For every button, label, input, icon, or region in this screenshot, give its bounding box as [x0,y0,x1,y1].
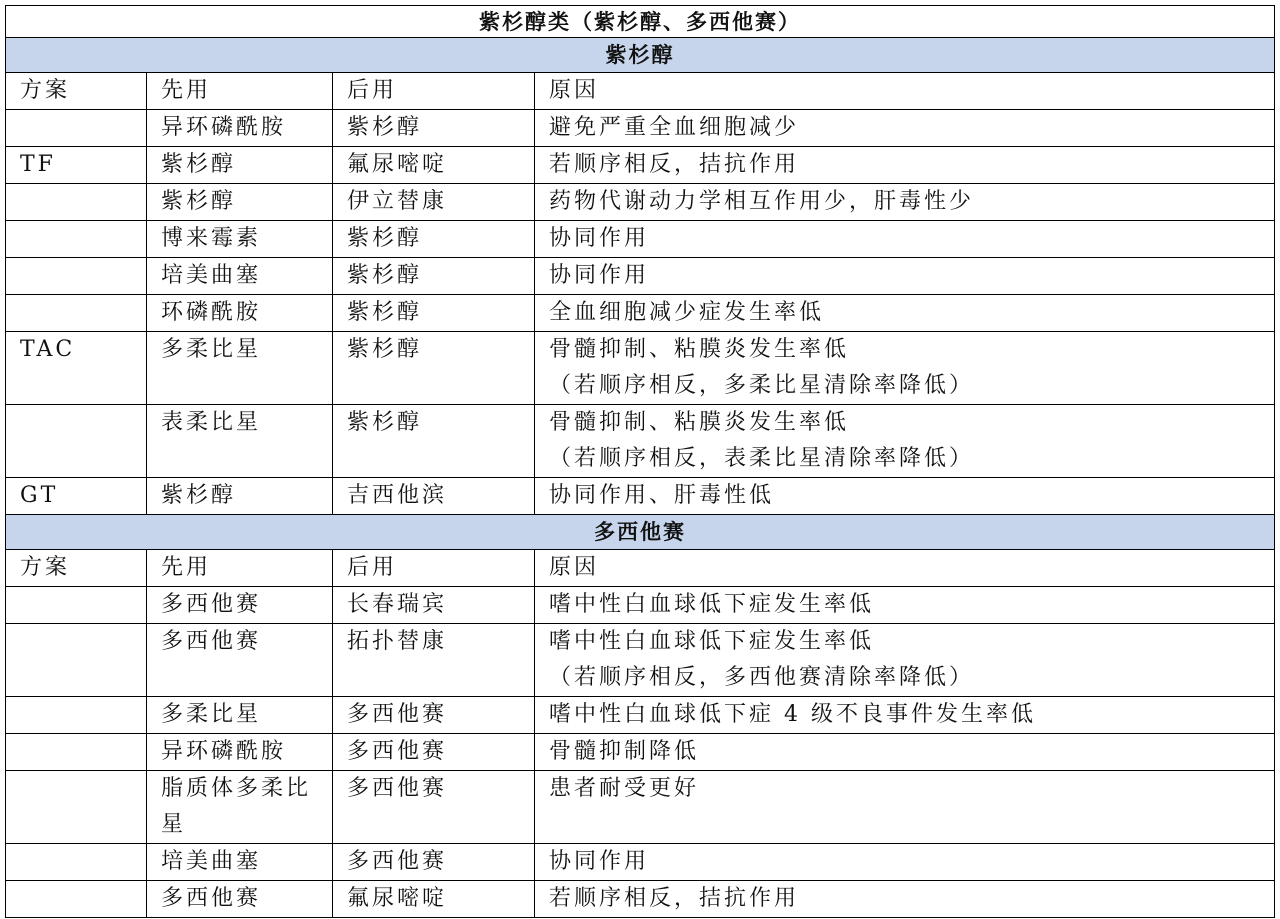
second-drug-cell: 紫杉醇 [333,295,535,332]
first-drug-cell: 多柔比星 [147,332,333,405]
second-drug-cell: 伊立替康 [333,184,535,221]
drug-sequence-table [5,5,1275,918]
reason-cell [535,147,1275,184]
section-heading: 紫杉醇 [6,38,1275,73]
reason-line: 协同作用、肝毒性低 [549,483,775,508]
first-drug-cell: 培美曲塞 [147,258,333,295]
reason-line: 避免严重全血细胞减少 [549,115,800,140]
reason-line: 患者耐受更好 [549,776,700,801]
scheme-cell: TAC [6,332,147,405]
column-header-row [6,550,1275,587]
scheme-cell: GT [6,478,147,515]
table-row [6,258,1275,295]
table-row [6,147,1275,184]
first-drug-cell: 环磷酰胺 [147,295,333,332]
table-row [6,221,1275,258]
column-header: 后用 [333,550,535,587]
scheme-cell [6,697,147,734]
first-drug-cell: 异环磷酰胺 [147,110,333,147]
second-drug-cell: 吉西他滨 [333,478,535,515]
reason-line: （若顺序相反，多柔比星清除率降低） [549,373,975,398]
scheme-cell [6,734,147,771]
reason-line: （若顺序相反，多西他赛清除率降低） [549,665,975,690]
column-header: 后用 [333,73,535,110]
scheme-cell [6,881,147,918]
table-row [6,881,1275,918]
scheme-cell [6,110,147,147]
section-heading-row [6,38,1275,73]
second-drug-cell: 拓扑替康 [333,624,535,697]
document-page [5,5,1274,918]
first-drug-cell: 紫杉醇 [147,478,333,515]
scheme-cell [6,221,147,258]
reason-line: 全血细胞减少症发生率低 [549,300,825,325]
first-drug-cell: 博来霉素 [147,221,333,258]
first-drug-cell: 多西他赛 [147,881,333,918]
section-heading: 多西他赛 [6,515,1275,550]
reason-line: 嗜中性白血球低下症发生率低 [549,592,875,617]
table-row [6,697,1275,734]
table-title: 紫杉醇类（紫杉醇、多西他赛） [6,6,1275,38]
table-row [6,184,1275,221]
reason-line: 若顺序相反，拮抗作用 [549,152,800,177]
reason-line: 协同作用 [549,263,650,288]
scheme-cell [6,844,147,881]
scheme-cell [6,405,147,478]
first-drug-cell: 脂质体多柔比星 [147,771,333,844]
second-drug-cell: 氟尿嘧啶 [333,881,535,918]
reason-cell [535,587,1275,624]
reason-cell [535,405,1275,478]
reason-cell [535,478,1275,515]
first-drug-cell: 紫杉醇 [147,184,333,221]
column-header: 方案 [6,550,147,587]
reason-cell [535,184,1275,221]
scheme-cell [6,624,147,697]
reason-line: 药物代谢动力学相互作用少，肝毒性少 [549,189,975,214]
first-drug-cell: 多西他赛 [147,624,333,697]
scheme-cell [6,771,147,844]
first-drug-cell: 多柔比星 [147,697,333,734]
section-heading-row [6,515,1275,550]
second-drug-cell: 紫杉醇 [333,221,535,258]
second-drug-cell: 多西他赛 [333,771,535,844]
first-drug-cell: 培美曲塞 [147,844,333,881]
column-header: 先用 [147,73,333,110]
reason-cell [535,697,1275,734]
table-row [6,295,1275,332]
second-drug-cell: 长春瑞宾 [333,587,535,624]
second-drug-cell: 紫杉醇 [333,405,535,478]
table-row [6,771,1275,844]
reason-cell [535,844,1275,881]
reason-cell [535,110,1275,147]
first-drug-cell: 表柔比星 [147,405,333,478]
first-drug-cell: 紫杉醇 [147,147,333,184]
reason-line: 骨髓抑制、粘膜炎发生率低 [549,410,850,435]
column-header: 先用 [147,550,333,587]
second-drug-cell: 多西他赛 [333,697,535,734]
reason-line: 嗜中性白血球低下症发生率低 [549,629,875,654]
first-drug-cell: 多西他赛 [147,587,333,624]
table-row [6,110,1275,147]
scheme-cell: TF [6,147,147,184]
column-header: 方案 [6,73,147,110]
column-header: 原因 [535,73,1275,110]
reason-cell [535,624,1275,697]
scheme-cell [6,184,147,221]
table-row [6,587,1275,624]
second-drug-cell: 紫杉醇 [333,332,535,405]
table-row [6,405,1275,478]
table-row [6,624,1275,697]
reason-line: 协同作用 [549,849,650,874]
reason-cell [535,258,1275,295]
table-row [6,844,1275,881]
table-row [6,734,1275,771]
second-drug-cell: 氟尿嘧啶 [333,147,535,184]
scheme-cell [6,258,147,295]
table-row [6,478,1275,515]
column-header-row [6,73,1275,110]
reason-line: 协同作用 [549,226,650,251]
scheme-cell [6,587,147,624]
reason-line: （若顺序相反，表柔比星清除率降低） [549,446,975,471]
reason-cell [535,881,1275,918]
second-drug-cell: 紫杉醇 [333,258,535,295]
reason-cell [535,771,1275,844]
table-title-row [6,6,1275,38]
reason-line: 骨髓抑制降低 [549,739,700,764]
second-drug-cell: 多西他赛 [333,734,535,771]
table-body [6,6,1275,918]
reason-line: 若顺序相反，拮抗作用 [549,886,800,911]
reason-line: 骨髓抑制、粘膜炎发生率低 [549,337,850,362]
table-row [6,332,1275,405]
reason-line: 嗜中性白血球低下症 4 级不良事件发生率低 [549,702,1036,727]
reason-cell [535,221,1275,258]
column-header: 原因 [535,550,1275,587]
second-drug-cell: 紫杉醇 [333,110,535,147]
first-drug-cell: 异环磷酰胺 [147,734,333,771]
scheme-cell [6,295,147,332]
reason-cell [535,734,1275,771]
reason-cell [535,332,1275,405]
second-drug-cell: 多西他赛 [333,844,535,881]
reason-cell [535,295,1275,332]
